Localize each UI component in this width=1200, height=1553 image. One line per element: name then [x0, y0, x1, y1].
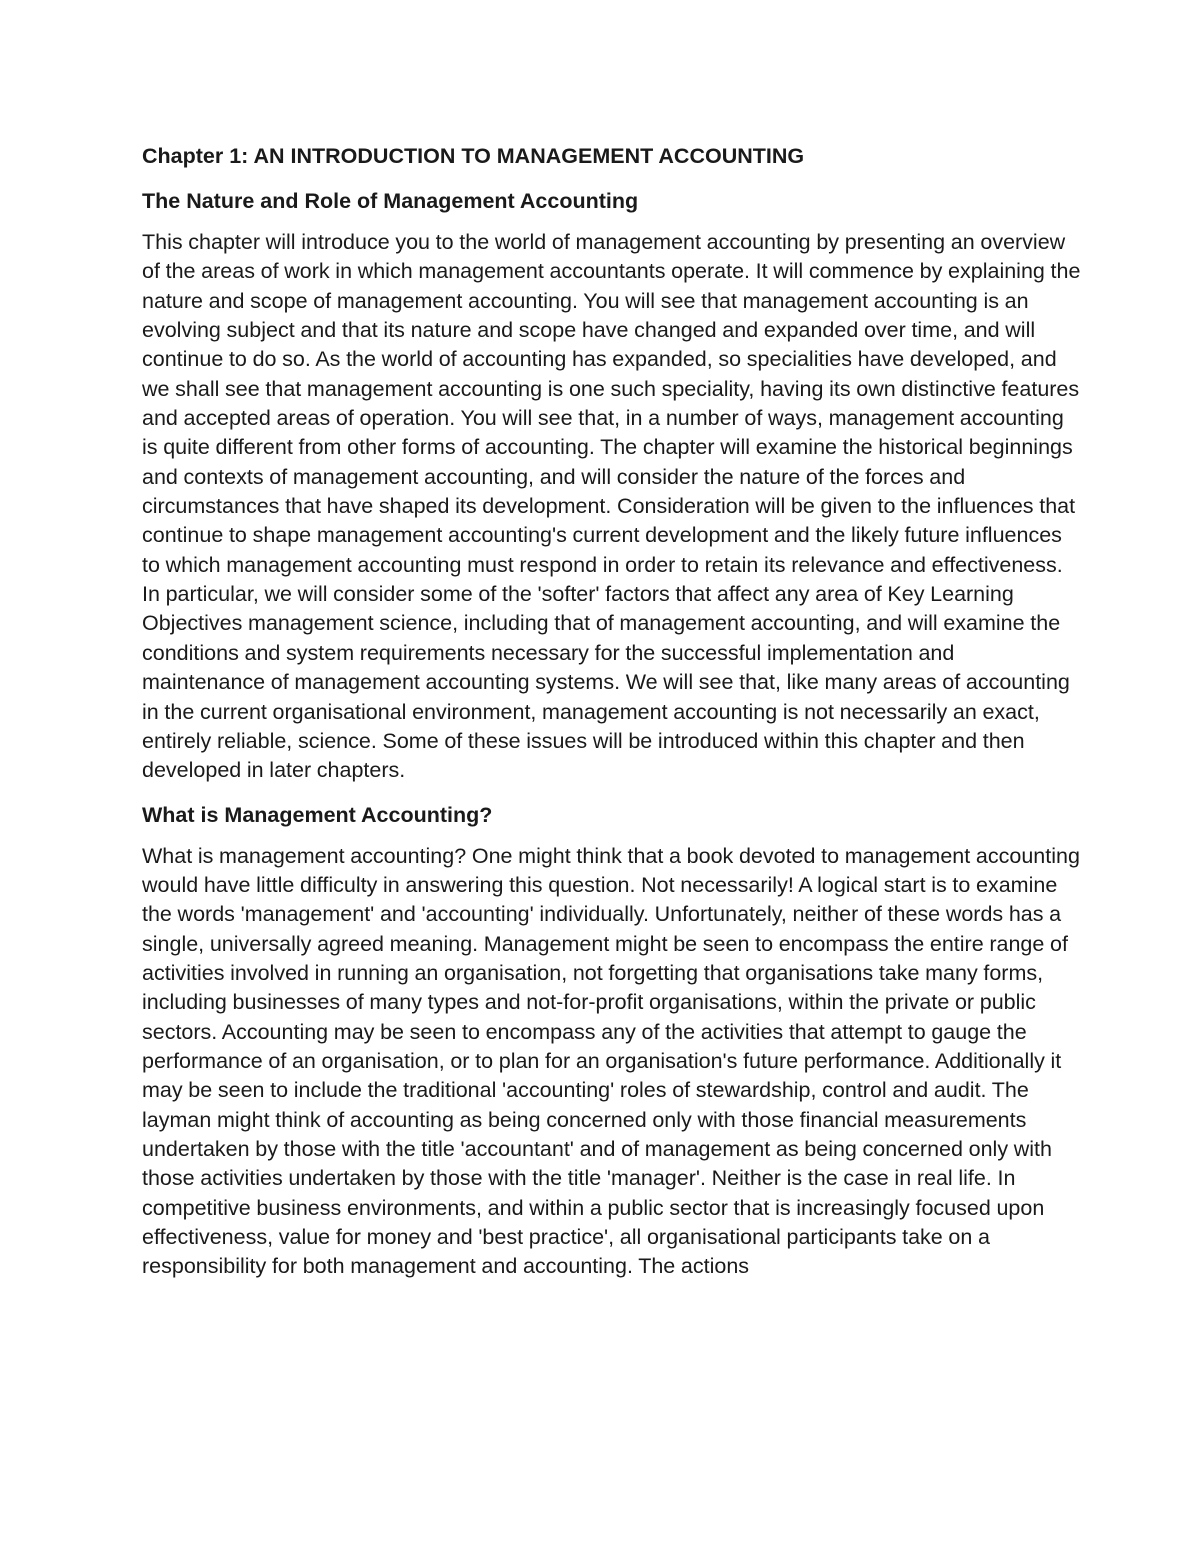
document-page — [142, 138, 1082, 1282]
chapter-title: Chapter 1: AN INTRODUCTION TO MANAGEMENT ACCOUNTING — [142, 144, 805, 168]
paragraph-what-is: What is management accounting? One might think that a book devoted to management accounting would have little difficulty in answering this question. Not necessarily! A logical start is to examine the words 'management' and 'accounting' individually. Unfortunately, neither of these words has a single, universally agreed meaning. Management might be seen to encompass the entire range of activities involved in running an organisation, not forgetting that organisations take many forms, including businesses of many types and not-for-profit organisations, within the private or public sectors. Accounting may be seen to encompass any of the activities that attempt to gauge the performance of an organisation, or to plan for an organisation's future performance. Additionally it may be seen to include the traditional 'accounting' roles of stewardship, control and audit. The layman might think of accounting as being concerned only with those financial measurements undertaken by those with the title 'accountant' and of management as being concerned only with those activities undertaken by those with the title 'manager'. Neither is the case in real life. In competitive business environments, and within a public sector that is increasingly focused upon effectiveness, value for money and 'best practice', all organisational participants take on a responsibility for both management and accounting. The actions — [142, 843, 1080, 1279]
section-heading-what-is: What is Management Accounting? — [142, 802, 493, 827]
section-heading-nature-role: The Nature and Role of Management Accounting — [142, 189, 639, 213]
paragraph-nature-role: This chapter will introduce you to the world of management accounting by presenting an overview of the areas of work in which management accountants operate. It will commence by explaining the nature and scope of management accounting. You will see that management accounting is an evolving subject and that its nature and scope have changed and expanded over time, and will continue to do so. As the world of accounting has expanded, so specialities have developed, and we shall see that management accounting is one such speciality, having its own distinctive features and accepted areas of operation. You will see that, in a number of ways, management accounting is quite different from other forms of accounting. The chapter will examine the historical beginnings and contexts of management accounting, and will consider the nature of the forces and circumstances that have shaped its development. Consideration will be given to the influences that continue to shape management accounting's current development and the likely future influences to which management accounting must respond in order to retain its relevance and effectiveness. In particular, we will consider some of the 'softer' factors that affect any area of Key Learning Objectives management science, including that of management accounting, and will examine the conditions and system requirements necessary for the successful implementation and maintenance of management accounting systems. We will see that, like many areas of accounting in the current organisational environment, management accounting is not necessarily an exact, entirely reliable, science. Some of these issues will be introduced within this chapter and then developed in later chapters. — [142, 230, 1081, 783]
